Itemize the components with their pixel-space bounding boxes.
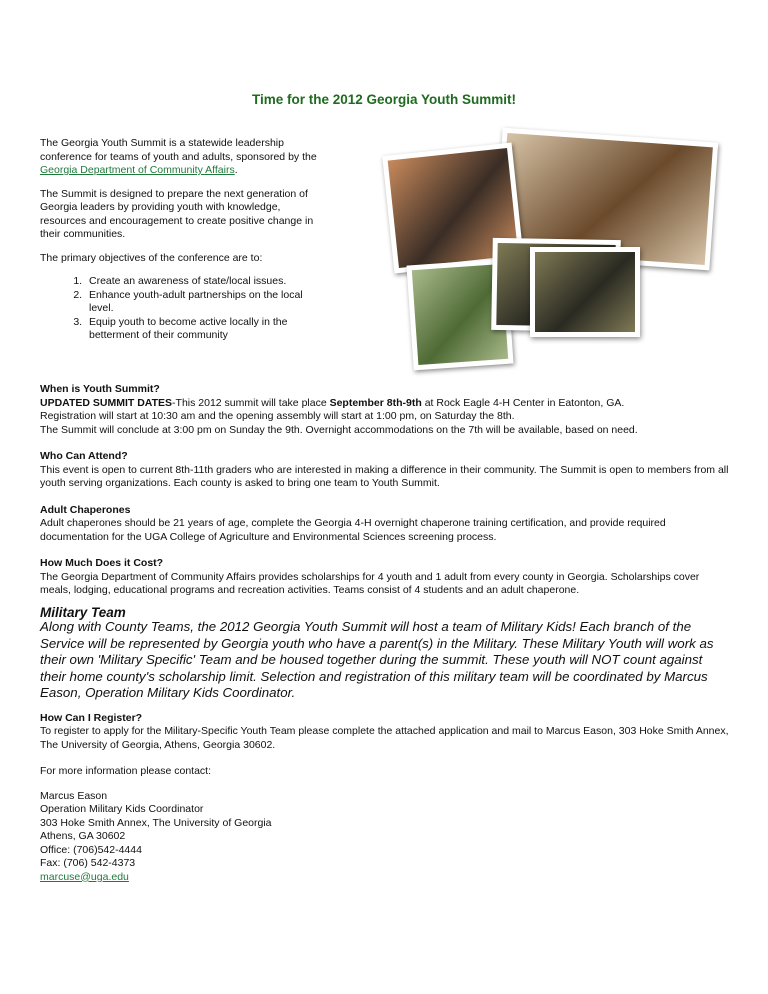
cost-text: The Georgia Department of Community Affairs provides scholarships for 4 youth and 1 adult from every county in Georgia. Scholarships cover meals, lodging, educational programs and recreation activities. Teams consist of 4 students and an adult chaperone. — [40, 570, 700, 596]
contact-name: Marcus Eason — [40, 789, 108, 802]
group-meeting-image-2 — [535, 252, 635, 332]
military-heading: Military Team — [40, 604, 126, 620]
dca-link[interactable]: Georgia Department of Community Affairs — [40, 164, 235, 176]
contact-office-phone: Office: (706)542-4444 — [40, 843, 142, 856]
intro-text-after-link: . — [234, 164, 238, 176]
objectives-list — [40, 275, 320, 343]
intro-paragraph-3: The primary objectives of the conference are to: — [40, 251, 263, 264]
when-text-1: -This 2012 summit will take place — [172, 396, 330, 409]
page-title: Time for the 2012 Georgia Youth Summit! — [251, 92, 517, 107]
group-meeting-photo-2 — [530, 247, 640, 337]
contact-section — [40, 765, 730, 884]
chaperones-heading: Adult Chaperones — [40, 503, 131, 516]
updated-dates-label: UPDATED SUMMIT DATES — [40, 396, 173, 409]
photo-collage — [380, 127, 718, 367]
register-text: To register to apply for the Military-Specific Youth Team please complete the attached application and mail to Marcus Eason, 303 Hoke Smith Annex, The University of Georgia, Athens, Georgia 30602. — [40, 725, 729, 751]
cost-section — [40, 557, 730, 598]
when-dates-line — [40, 397, 730, 411]
summit-dates: September 8th-9th — [329, 396, 422, 409]
intro-text-before-link: The Georgia Youth Summit is a statewide leadership conference for teams of youth and adults, sponsored by the — [40, 137, 317, 163]
register-heading: How Can I Register? — [40, 711, 143, 724]
contact-role: Operation Military Kids Coordinator — [40, 803, 204, 815]
attend-section — [40, 450, 730, 491]
intro-section — [40, 137, 320, 343]
cost-heading: How Much Does it Cost? — [40, 557, 164, 569]
contact-address-2: Athens, GA 30602 — [40, 830, 126, 842]
contact-intro: For more information please contact: — [40, 765, 211, 777]
contact-address-1: 303 Hoke Smith Annex, The University of Georgia — [40, 816, 272, 829]
contact-email-line — [40, 871, 730, 885]
chaperones-section — [40, 504, 730, 545]
when-heading: When is Youth Summit? — [40, 383, 160, 395]
attend-text: This event is open to current 8th-11th graders who are interested in making a difference in their community. The Summit is open to members from all youth serving organizations. Each county is asked to bring one team to Youth Summit. — [40, 463, 729, 489]
intro-paragraph-2: The Summit is designed to prepare the next generation of Georgia leaders by providing youth with knowledge, resources and encouragement to create positive change in their communities. — [40, 187, 314, 240]
when-text-2: at Rock Eagle 4-H Center in Eatonton, GA. — [421, 396, 625, 409]
contact-email-link[interactable]: marcuse@uga.edu — [40, 870, 129, 883]
when-section — [40, 383, 730, 437]
attend-heading: Who Can Attend? — [40, 450, 128, 462]
military-text: Along with County Teams, the 2012 Georgia Youth Summit will host a team of Military Kids! Each branch of the Service will be represented by Georgia youth who have a parent(s) in the Military. These Military Youth will work as their own 'Military Specific' Team and be housed together during the summit. These youth will NOT count against their home county's scholarship limit. Selection and registration of this military team will be coordinated by Marcus Eason, Operation Military Kids Coordinator. — [40, 619, 714, 700]
objective-item: 3. Equip youth to become active locally in the betterment of their community — [85, 316, 320, 343]
register-section — [40, 712, 730, 753]
chaperones-text: Adult chaperones should be 21 years of age, complete the Georgia 4-H overnight chaperone training certification, and provide required documentation for the UGA College of Agriculture and Environmental Sciences screening process. — [40, 517, 666, 543]
objective-item: 2. Enhance youth-adult partnerships on the local level. — [85, 289, 320, 316]
objective-item: 1. Create an awareness of state/local issues. — [85, 275, 320, 289]
intro-paragraph-1 — [40, 137, 320, 178]
military-section — [40, 606, 730, 702]
registration-time-line: Registration will start at 10:30 am and the opening assembly will start at 1:00 pm, on Saturday the 8th. — [40, 410, 515, 422]
content-sections — [40, 383, 730, 884]
conclusion-line: The Summit will conclude at 3:00 pm on Sunday the 9th. Overnight accommodations on the 7th will be available, based on need. — [40, 423, 638, 436]
contact-fax: Fax: (706) 542-4373 — [40, 857, 136, 869]
